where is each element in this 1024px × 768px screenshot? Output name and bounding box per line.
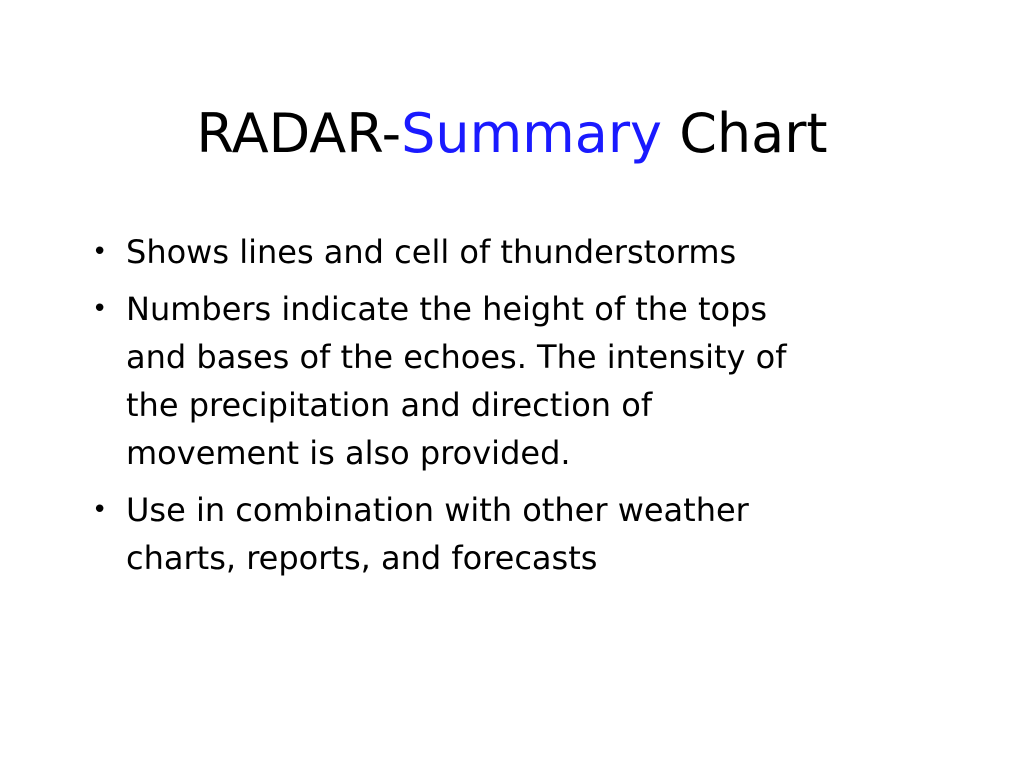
title-part-radar: RADAR- <box>196 102 402 165</box>
bullet-text-line: charts, reports, and forecasts <box>126 539 598 577</box>
slide-title <box>0 98 1024 170</box>
bullet-item <box>92 285 952 477</box>
bullet-text-line: the precipitation and direction of <box>126 386 653 424</box>
bullet-dot-icon: • <box>92 294 108 324</box>
title-part-summary: Summary <box>401 102 663 165</box>
bullet-text-line: movement is also provided. <box>126 434 571 472</box>
bullet-list <box>92 228 952 591</box>
bullet-text-line: Numbers indicate the height of the tops <box>126 290 768 328</box>
title-part-chart: Chart <box>662 102 828 165</box>
bullet-item <box>92 228 952 276</box>
bullet-text-line: Shows lines and cell of thunderstorms <box>126 233 737 271</box>
bullet-text-line: and bases of the echoes. The intensity of <box>126 338 787 376</box>
bullet-item <box>92 486 952 582</box>
bullet-dot-icon: • <box>92 237 108 267</box>
bullet-text-line: Use in combination with other weather <box>126 491 749 529</box>
bullet-dot-icon: • <box>92 495 108 525</box>
